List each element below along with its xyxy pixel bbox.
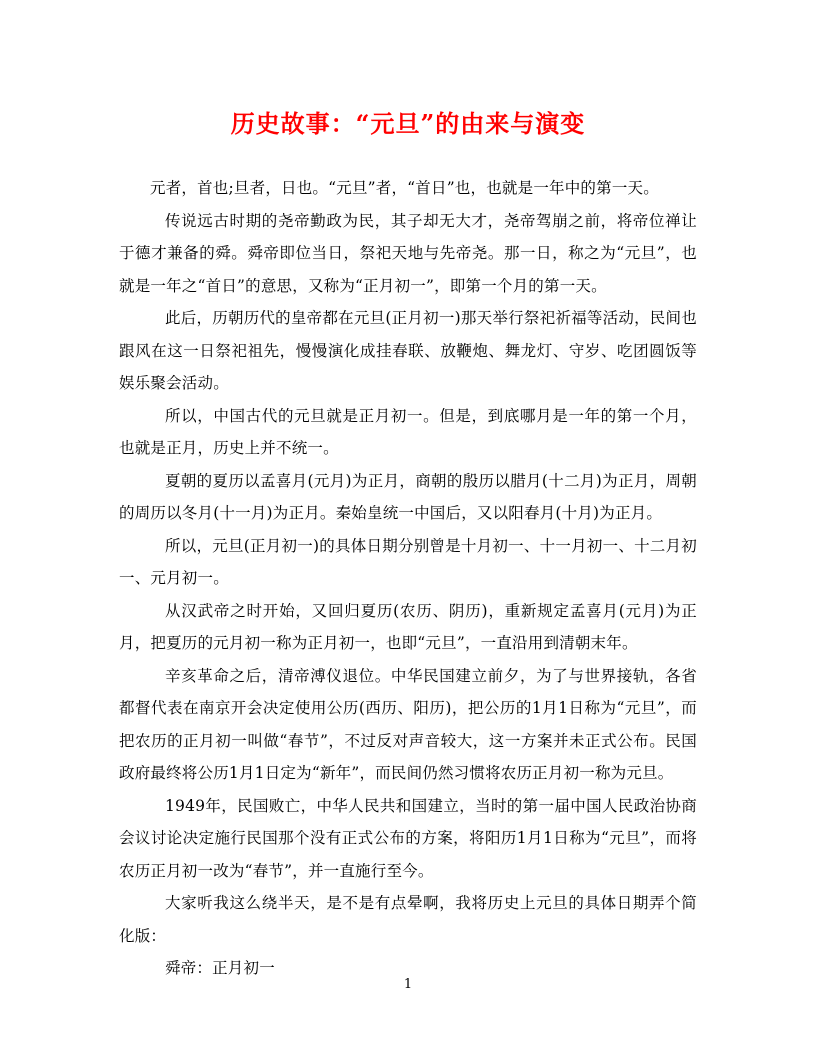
paragraph: 1949年，民国败亡，中华人民共和国建立，当时的第一届中国人民政治协商会议讨论决定施行民国那个没有正式公布的方案，将阳历1月1日称为“元旦”，而将农历正月初一改为“春节”，并一直施行至今。 <box>119 796 697 880</box>
paragraph: 从汉武帝之时开始，又回归夏历(农历、阴历)，重新规定孟喜月(元月)为正月，把夏历的元月初一称为正月初一，也即“元旦”，一直沿用到清朝末年。 <box>119 601 697 652</box>
paragraph: 舜帝：正月初一 <box>165 959 275 977</box>
paragraph: 传说远古时期的尧帝勤政为民，其子却无大才，尧帝驾崩之前，将帝位禅让于德才兼备的舜。舜帝即位当日，祭祀天地与先帝尧。那一日，称之为“元旦”，也就是一年之“首日”的意思，又称为“正月初一”，即第一个月的第一天。 <box>119 211 697 295</box>
paragraph: 辛亥革命之后，清帝溥仪退位。中华民国建立前夕，为了与世界接轨，各省都督代表在南京开会决定使用公历(西历、阳历)，把公历的1月1日称为“元旦”，而把农历的正月初一叫做“春节”，不过反对声音较大，这一方案并未正式公布。民国政府最终将公历1月1日定为“新年”，而民间仍然习惯将农历正月初一称为元旦。 <box>119 666 697 782</box>
paragraph: 所以，元旦(正月初一)的具体日期分别曾是十月初一、十一月初一、十二月初一、元月初一。 <box>119 536 697 587</box>
paragraph: 元者，首也;旦者，日也。“元旦”者，“首日”也，也就是一年中的第一天。 <box>150 179 659 197</box>
paragraph: 此后，历朝历代的皇帝都在元旦(正月初一)那天举行祭祀祈福等活动，民间也跟风在这一日祭祀祖先，慢慢演化成挂春联、放鞭炮、舞龙灯、守岁、吃团圆饭等娱乐聚会活动。 <box>119 309 697 392</box>
document-title: 历史故事：“元旦”的由来与演变 <box>230 109 586 138</box>
document-body <box>119 172 697 985</box>
paragraph: 夏朝的夏历以孟喜月(元月)为正月，商朝的殷历以腊月(十二月)为正月，周朝的周历以冬月(十一月)为正月。秦始皇统一中国后，又以阳春月(十月)为正月。 <box>119 471 697 522</box>
paragraph: 大家听我这么绕半天，是不是有点晕啊，我将历史上元旦的具体日期弄个简化版： <box>119 894 697 945</box>
page-number: 1 <box>403 977 413 992</box>
paragraph: 所以，中国古代的元旦就是正月初一。但是，到底哪月是一年的第一个月，也就是正月，历史上并不统一。 <box>119 406 697 457</box>
